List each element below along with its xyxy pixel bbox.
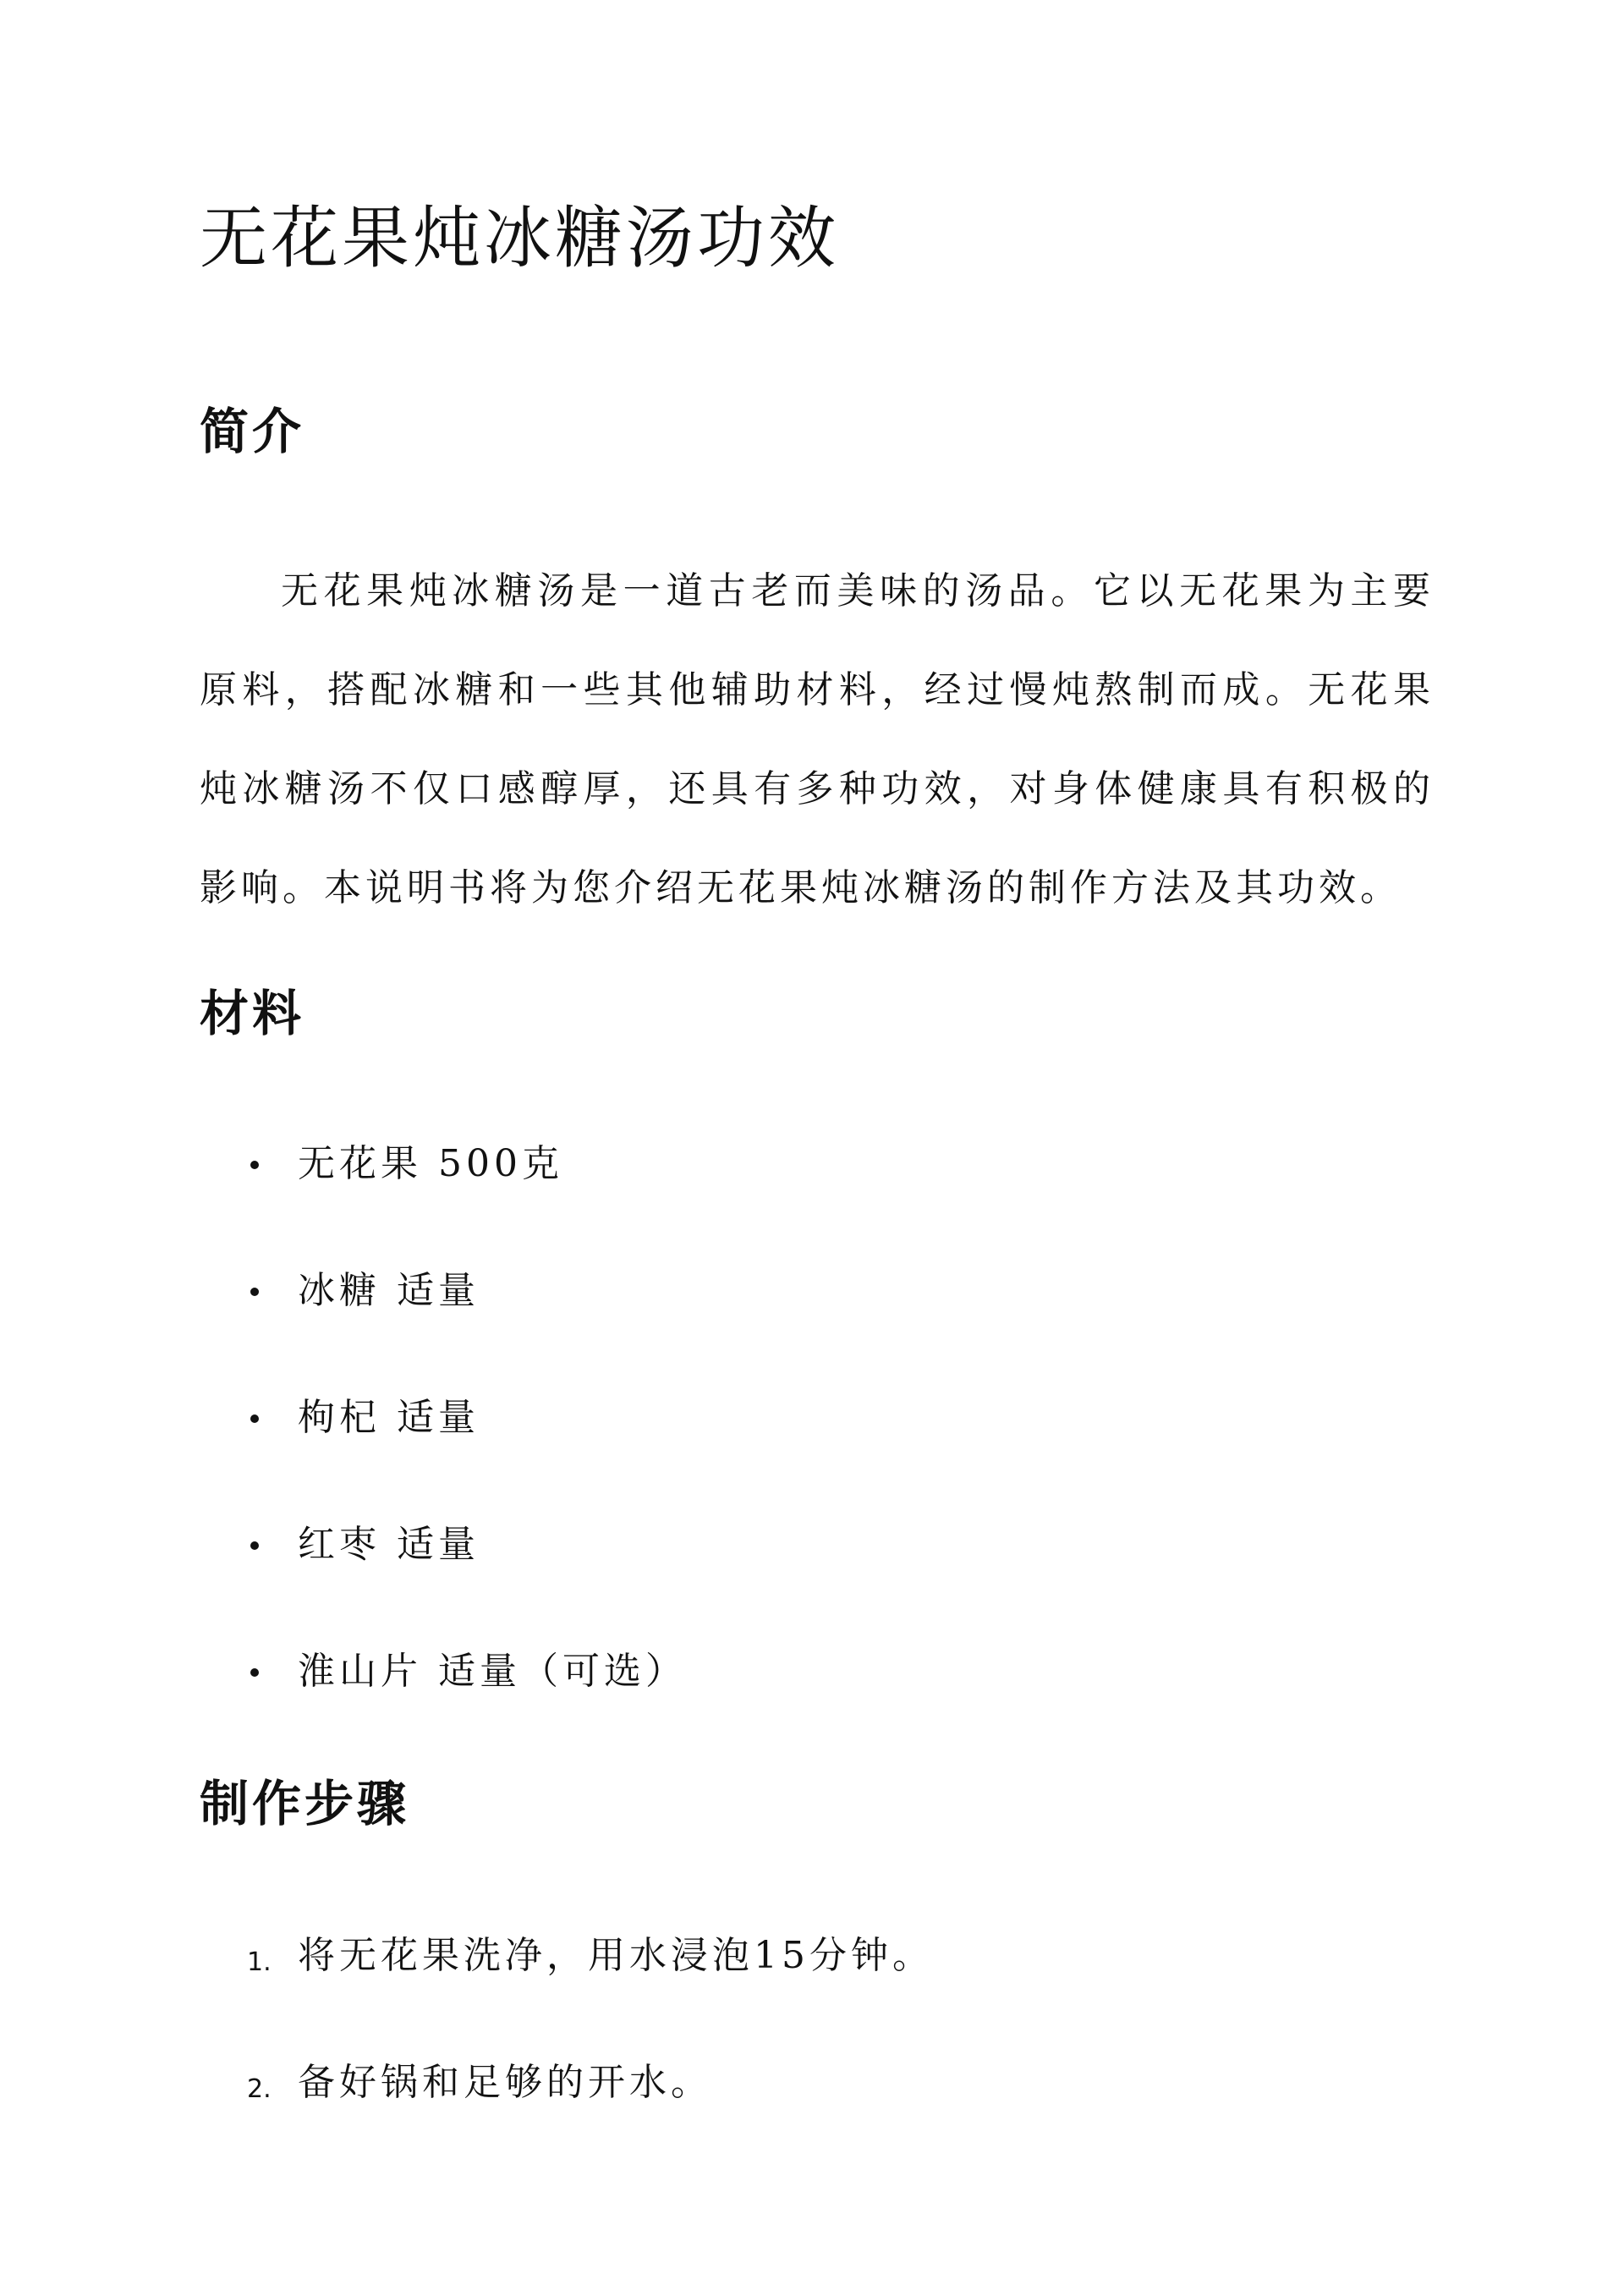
- section-heading-steps: 制作步骤: [200, 1775, 410, 1832]
- bullet-icon: [250, 1288, 259, 1296]
- step-number: 1.: [247, 1947, 272, 1977]
- step-number: 2.: [247, 2074, 272, 2104]
- material-text: 枸杞 适量: [298, 1396, 480, 1439]
- material-text: 淮山片 适量（可选）: [298, 1650, 687, 1693]
- bullet-icon: [250, 1414, 259, 1423]
- step-text: 备好锅和足够的开水。: [298, 2061, 712, 2104]
- bullet-icon: [250, 1668, 259, 1677]
- material-text: 无花果 500克: [298, 1142, 563, 1185]
- bullet-icon: [250, 1541, 259, 1550]
- intro-paragraph: 无花果炖冰糖汤是一道古老而美味的汤品。它以无花果为主要原料，搭配冰糖和一些其他辅助材料，经过慢炖熬制而成。无花果炖冰糖汤不仅口感醇厚，还具有多种功效，对身体健康具有积极的影响。本说明书将为您介绍无花果炖冰糖汤的制作方法及其功效。: [200, 569, 1435, 909]
- section-heading-intro: 简介: [200, 403, 305, 460]
- material-text: 冰糖 适量: [298, 1269, 480, 1312]
- bullet-icon: [250, 1161, 259, 1169]
- section-heading-materials: 材料: [200, 985, 305, 1042]
- document-title: 无花果炖冰糖汤功效: [200, 199, 839, 277]
- material-text: 红枣 适量: [298, 1523, 480, 1566]
- step-text: 将无花果洗净，用水浸泡15分钟。: [298, 1934, 934, 1977]
